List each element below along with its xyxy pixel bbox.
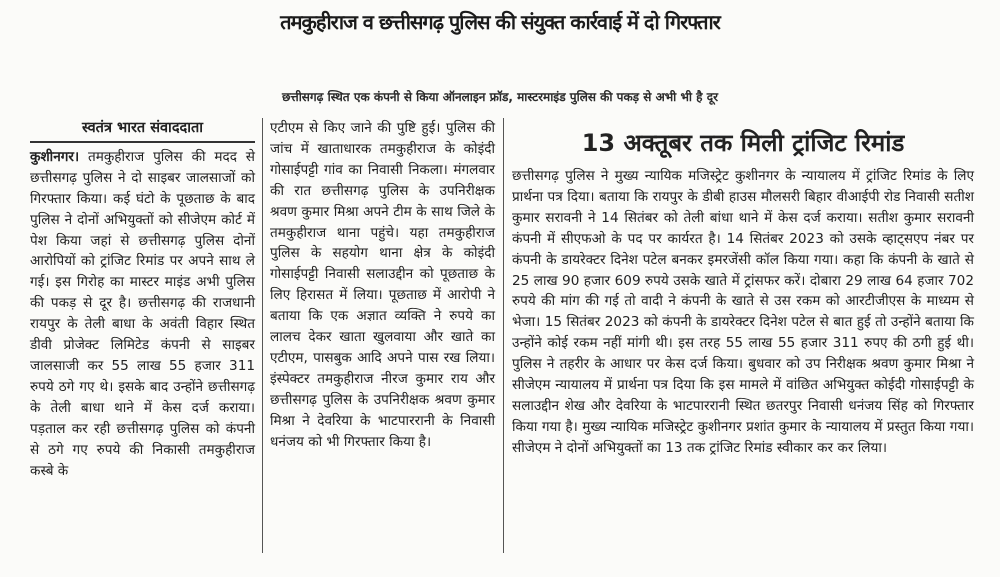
subheadline: छत्तीसगढ़ स्थित एक कंपनी से किया ऑनलाइन फ्रॉड, मास्टरमाइंड पुलिस की पकड़ से अभी भी है दूर — [281, 90, 719, 104]
column-1-text: तमकुहीराज पुलिस की मदद से छत्तीसगढ़ पुलिस ने दो साइबर जालसाजों को गिरफ्तार किया। कई घंटो के पूछताछ के बाद पुलिस ने दोनों अभियुक्तों को सीजेएम कोर्ट में पेश किया जहां से छत्तीसगढ़ पुलिस दोनों आरोपियों को ट्रांजिट रिमांड पर अपने साथ ले गई। इस गिरोह का मास्टर माइंड अभी पुलिस की पकड़ से दूर है। छत्तीसगढ़ की राजधानी रायपुर के तेली बाधा के अवंती विहार स्थित डीवी प्रोजेक्ट लिमिटेड कंपनी से साइबर जालसाजी कर 55 लाख 55 हजार 311 रुपये ठगे गए थे। इसके बाद उन्होंने छत्तीसगढ़ के तेली बाधा थाने में केस दर्ज कराया। पड़ताल कर रही छत्तीसगढ़ पुलिस को कंपनी से ठगे गए रुपये की निकासी तमकुहीराज कस्बे के — [30, 148, 255, 479]
column-1 — [30, 118, 255, 481]
headline: तमकुहीराज व छत्तीसगढ़ पुलिस की संयुक्त कार्रवाई में दो गिरफ्तार — [280, 10, 720, 34]
column-2-text: एटीएम से किए जाने की पुष्टि हुई। पुलिस की जांच में खाताधारक तमकुहीराज के कोइंदी गोसाईपट्टी गांव का निवासी निकला। मंगलवार की रात छत्तीसगढ़ पुलिस के उपनिरीक्षक श्रवण कुमार मिश्रा अपने टीम के साथ जिले के तमकुहीराज थाना पहुंचे। यहा तमकुहीराज पुलिस के सहयोग थाना क्षेत्र के कोइंदी गोसाईपट्टी निवासी सलाउद्दीन को पूछताछ के लिए हिरासत में लिया। पूछताछ में आरोपी ने बताया कि एक अज्ञात व्यक्ति ने रुपये का लालच देकर खाता खुलवाया और खाते का एटीएम, पासबुक आदि अपने पास रख लिया। इंस्पेक्टर तमकुहीराज नीरज कुमार राय और छत्तीसगढ़ पुलिस के उपनिरीक्षक श्रवण कुमार मिश्रा ने देवरिया के भाटपाररानी के निवासी धनंजय को भी गिरफ्तार किया है। — [270, 120, 495, 450]
column-divider — [262, 118, 263, 553]
column-2 — [270, 118, 495, 453]
byline-rule — [30, 141, 255, 143]
column-3-text: छत्तीसगढ़ पुलिस ने मुख्य न्यायिक मजिस्ट्रेट कुशीनगर के न्यायालय में ट्रांजिट रिमांड के लिए प्रार्थना पत्र दिया। बताया कि रायपुर के डीबी हाउस मौलसरी बिहार वीआईपी रोड निवासी सतीश कुमार सरावनी ने 14 सितंबर को तेली बांधा थाने में केस दर्ज कराया। सतीश कुमार सरावनी कंपनी में सीएफओ के पद पर कार्यरत है। 14 सितंबर 2023 को उसके व्हाट्सएप नंबर पर कंपनी के डायरेक्टर दिनेश पटेल बनकर इमरजेंसी कॉल किया गया। कहा कि कंपनी के खाते से 25 लाख 90 हजार 609 रुपये उसके खाते में ट्रांसफर करें। दोबारा 29 लाख 64 हजार 702 रुपये की मांग की गई तो वादी ने कंपनी के खाते से उस रकम को आरटीजीएस के माध्यम से भेजा। 15 सितंबर 2023 को कंपनी के डायरेक्टर दिनेश पटेल से बात हुई तो उन्होंने बताया कि उन्होंने कोई रकम नहीं मांगी थी। इस तरह 55 लाख 55 हजार 311 रुपए की ठगी हुई थी। पुलिस ने तहरीर के आधार पर केस दर्ज किया। बुधवार को उप निरीक्षक श्रवण कुमार मिश्रा ने सीजेएम न्यायालय में प्रार्थना पत्र दिया कि इस मामले में वांछित अभियुक्त कोईदी गोसाईपट्टी के सलाउद्दीन शेख और देवरिया के भाटपाररानी स्थित छतरपुर निवासी धनंजय सिंह को गिरफ्तार किया गया है। मुख्य न्यायिक मजिस्ट्रेट कुशीनगर प्रशांत कुमार के न्यायालय में प्रस्तुत किया गया। सीजेएम ने दोनों अभियुक्तों का 13 तक ट्रांजिट रिमांड स्वीकार कर कर लिया। — [512, 168, 974, 456]
column-1-paragraph — [30, 147, 255, 482]
section-heading: 13 अक्तूबर तक मिली ट्रांजिट रिमांड — [581, 129, 905, 157]
column-3 — [512, 128, 974, 459]
column-divider — [503, 118, 504, 553]
byline: स्वतंत्र भारत संवाददाता — [81, 120, 203, 136]
dateline: कुशीनगर। — [30, 148, 80, 165]
